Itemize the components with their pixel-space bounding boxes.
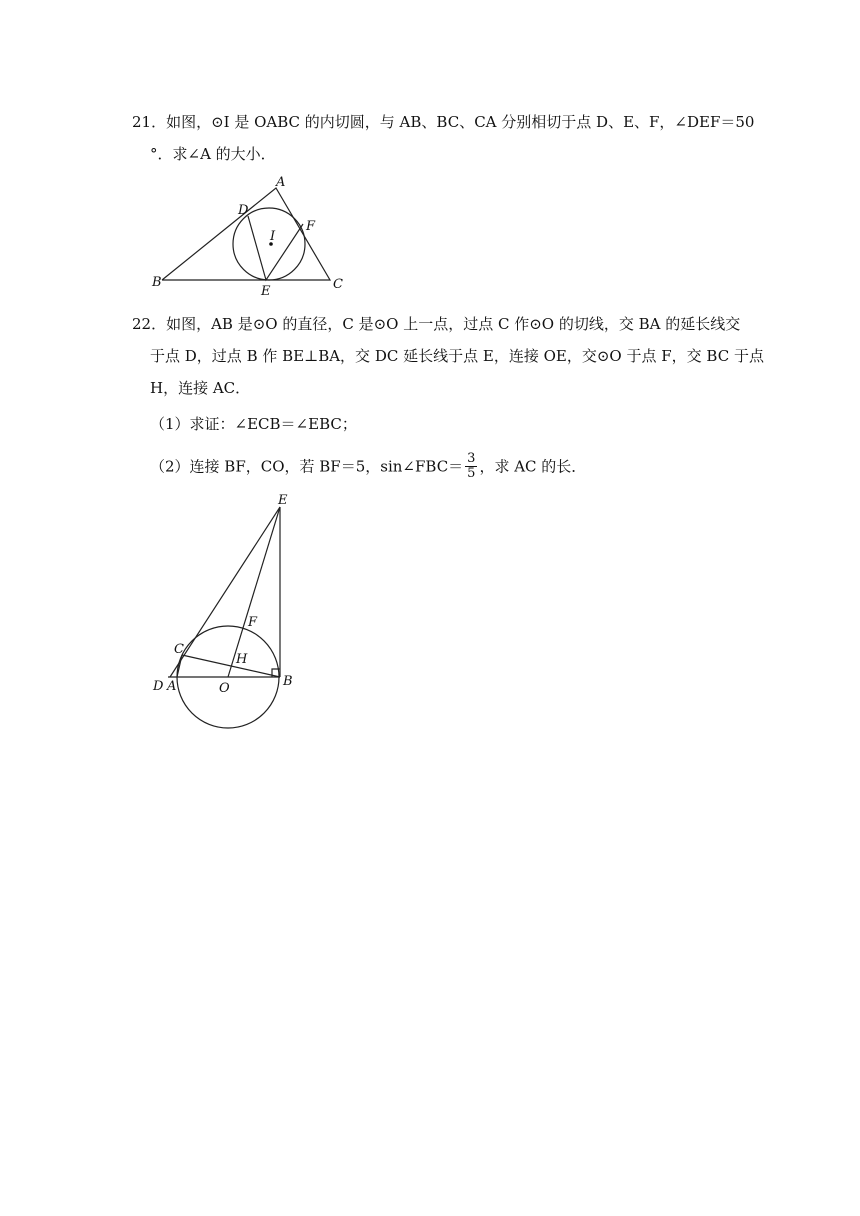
q22-label-a: A <box>167 679 177 694</box>
q22-fraction-numerator: 3 <box>467 451 476 466</box>
q22-line1: 22．如图，AB 是⊙O 的直径，C 是⊙O 上一点，过点 C 作⊙O 的切线，交 BA 的延长线交 <box>132 315 741 333</box>
q22-label-o: O <box>219 681 230 696</box>
q22-figure <box>146 492 306 732</box>
q22-label-h: H <box>236 652 248 667</box>
q22-fraction <box>465 452 477 481</box>
q22-line-cb <box>182 655 280 677</box>
q22-part2-after: ，求 AC 的长． <box>479 457 587 476</box>
q22-part1: （1）求证：∠ECB＝∠EBC； <box>150 415 357 433</box>
q22-label-c: C <box>174 642 184 657</box>
q22-line-de <box>170 507 280 677</box>
q22-label-f: F <box>248 615 258 630</box>
q22-label-e: E <box>278 493 288 508</box>
q21-label-e: E <box>261 284 271 297</box>
q21-label-a: A <box>276 175 286 190</box>
q22-line2: 于点 D，过点 B 作 BE⊥BA，交 DC 延长线于点 E，连接 OE，交⊙O 于点 F，交 BC 于点 <box>150 347 764 365</box>
q21-line2: °．求∠A 的大小． <box>150 145 276 163</box>
q21-line1: 21．如图，⊙I 是 OABC 的内切圆，与 AB、BC、CA 分别相切于点 D、E、F，∠DEF＝50 <box>132 113 755 131</box>
q21-label-b: B <box>152 275 162 290</box>
q22-line3: H，连接 AC． <box>150 379 251 397</box>
q21-triangle <box>162 188 330 280</box>
q21-figure <box>148 172 348 297</box>
q21-label-d: D <box>238 203 249 218</box>
q21-label-c: C <box>333 277 343 292</box>
q22-fraction-denominator: 5 <box>467 466 476 481</box>
q21-triangle-def-e-lines <box>248 216 303 280</box>
q22-label-b: B <box>283 674 293 689</box>
q21-incircle <box>233 208 305 280</box>
q22-label-d: D <box>153 679 164 694</box>
q22-part2-before: （2）连接 BF，CO，若 BF＝5，sin∠FBC＝ <box>150 457 464 476</box>
q21-label-f: F <box>306 219 316 234</box>
q21-label-i: I <box>270 229 276 244</box>
q22-part2 <box>150 453 586 482</box>
